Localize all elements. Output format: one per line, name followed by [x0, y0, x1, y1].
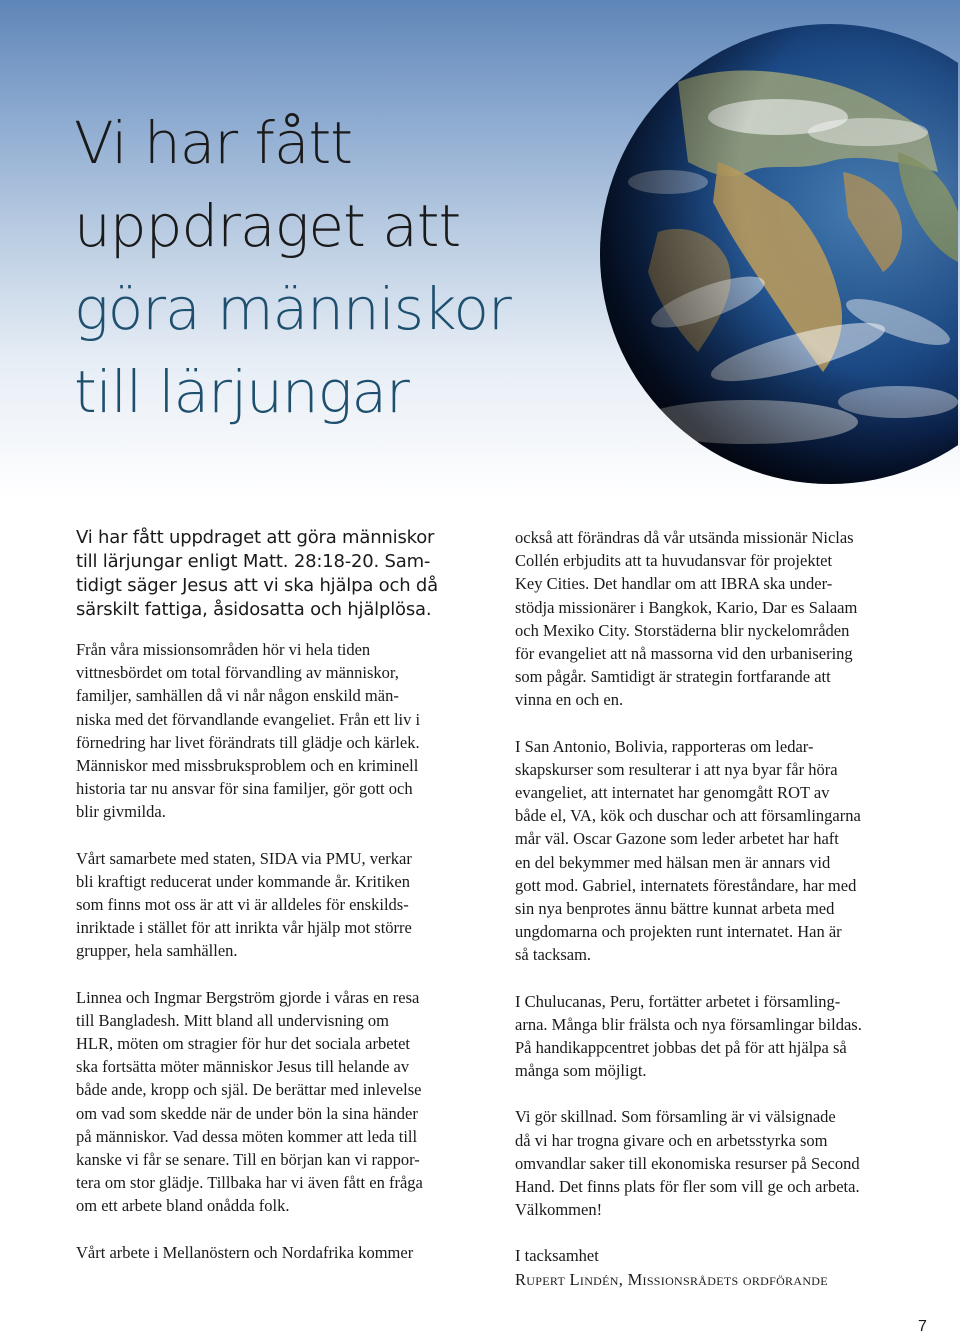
text-line: ska fortsätta möter människor Jesus till helande av	[76, 1057, 410, 1077]
signoff-text: I tacksamhet	[515, 1246, 599, 1266]
text-line: blir givmilda.	[76, 802, 166, 822]
text-line: Hand. Det finns plats för fler som vill ge och arbeta.	[515, 1177, 860, 1197]
text-line: niska med det förvandlande evangeliet. Från ett liv i	[76, 709, 421, 729]
text-line: grupper, hela samhällen.	[76, 941, 238, 961]
text-line: HLR, möten om stragier för hur det sociala arbetet	[76, 1034, 411, 1054]
lead-paragraph	[76, 526, 496, 622]
body-paragraph	[515, 526, 935, 712]
text-line: till Bangladesh. Mitt bland all undervisning om	[76, 1010, 390, 1030]
page-number: 7	[918, 1318, 927, 1335]
text-line: tera om stor glädje. Tillbaka har vi även fått en fråga	[76, 1173, 423, 1193]
text-line: Vårt samarbete med staten, SIDA via PMU, verkar	[76, 848, 412, 868]
body-paragraph	[515, 990, 935, 1083]
text-line: stödja missionärer i Bangkok, Kario, Dar es Salaam	[515, 597, 858, 617]
text-line: många som möjligt.	[515, 1061, 647, 1081]
text-line: I San Antonio, Bolivia, rapporteras om ledar-	[515, 736, 814, 756]
text-line: Collén erbjudits att ta huvudansvar för projektet	[515, 551, 833, 571]
text-line: Linnea och Ingmar Bergström gjorde i våras en resa	[76, 987, 420, 1007]
body-paragraph	[76, 986, 496, 1218]
text-line: på människor. Vad dessa möten kommer att leda till	[76, 1126, 418, 1146]
text-line: för evangeliet att nå massorna vid den urbanisering	[515, 644, 853, 664]
headline-line-2: uppdraget att	[74, 192, 461, 260]
text-line: Key Cities. Det handlar om att IBRA ska under-	[515, 574, 833, 594]
headline-line-3: göra människor	[74, 275, 511, 343]
headline-line-4: till lärjungar	[74, 358, 409, 426]
text-line: då vi har trogna givare och en arbetsstyrka som	[515, 1130, 828, 1150]
text-line: Vi gör skillnad. Som församling är vi välsignade	[515, 1107, 836, 1127]
signoff-block	[515, 1244, 935, 1267]
lead-line: tidigt säger Jesus att vi ska hjälpa och då	[76, 575, 438, 596]
earth-globe-icon	[598, 22, 958, 488]
text-line: familjer, samhällen då vi når någon enskild män-	[76, 686, 399, 706]
right-column	[515, 526, 935, 1291]
text-line: Välkommen!	[515, 1200, 603, 1220]
text-line: Från våra missionsområden hör vi hela tiden	[76, 640, 371, 659]
lead-line: till lärjungar enligt Matt. 28:18-20. Sam-	[76, 551, 431, 572]
left-column	[76, 526, 496, 1287]
text-line: och Mexiko City. Storstäderna blir nyckelområden	[515, 620, 850, 640]
body-paragraph	[515, 735, 935, 967]
text-line: om ett arbete bland onådda folk.	[76, 1196, 290, 1216]
text-line: Människor med missbruksproblem och en kriminell	[76, 756, 419, 776]
signature-name: Rupert Lindén, Missionsrådets ordförande	[515, 1269, 828, 1289]
body-paragraph	[76, 847, 496, 963]
text-line: ungdomarna och projekten runt internatet. Han är	[515, 922, 842, 942]
text-line: om vad som skedde när de under bön la sina händer	[76, 1103, 418, 1123]
text-line: kanske vi får se senare. Till en början kan vi rappor-	[76, 1150, 420, 1170]
text-line: arna. Många blir frälsta och nya församlingar bildas.	[515, 1014, 862, 1034]
text-line: vinna en och en.	[515, 690, 624, 710]
text-line: bli kraftigt reducerat under kommande år. Kritiken	[76, 871, 411, 891]
lead-line: särskilt fattiga, åsidosatta och hjälplösa.	[76, 599, 432, 620]
headline-line-1: Vi har fått	[74, 109, 352, 177]
text-line: så tacksam.	[515, 945, 592, 965]
text-line: både el, VA, kök och duschar och att församlingarna	[515, 806, 861, 826]
text-line: På handikappcentret jobbas det på för att hjälpa så	[515, 1038, 847, 1058]
text-line: som pågår. Samtidigt är strategin fortfarande att	[515, 667, 831, 687]
text-line: mår väl. Oscar Gazone som leder arbetet har haft	[515, 829, 839, 849]
lead-line: Vi har fått uppdraget att göra människor	[76, 527, 435, 548]
text-line: både ande, kropp och själ. De berättar med inlevelse	[76, 1080, 422, 1100]
body-paragraph	[76, 1241, 496, 1264]
text-line: skapskurser som resulterar i att nya byar får höra	[515, 759, 838, 779]
text-line: också att förändras då vår utsända missionär Niclas	[515, 528, 854, 547]
text-line: gott mod. Gabriel, internatets föreståndare, har med	[515, 875, 857, 895]
body-paragraph	[76, 638, 496, 824]
text-line: evangeliet, att internatet har genomgått ROT av	[515, 783, 830, 803]
text-line: sin nya benprotes ännu bättre kunnat arbeta med	[515, 899, 835, 919]
text-line: förnedring har livet förändrats till glädje och kärlek.	[76, 732, 420, 752]
text-line: vittnesbördet om total förvandling av människor,	[76, 663, 399, 683]
page-headline	[74, 102, 594, 434]
text-line: I Chulucanas, Peru, fortätter arbetet i församling-	[515, 991, 841, 1011]
text-line: inriktade i stället för att inrikta vår hjälp mot större	[76, 918, 412, 938]
text-line: Vårt arbete i Mellanöstern och Nordafrika kommer	[76, 1242, 414, 1262]
text-line: en del bekymmer med hälsan men är annars vid	[515, 852, 831, 872]
body-paragraph	[515, 1105, 935, 1221]
text-line: omvandlar saker till ekonomiska resurser på Second	[515, 1153, 860, 1173]
earth-globe-image	[598, 22, 958, 488]
text-line: som finns mot oss är att vi är alldeles för enskilds-	[76, 895, 409, 915]
text-line: historia tar nu ansvar för sina familjer, gör gott och	[76, 779, 413, 799]
